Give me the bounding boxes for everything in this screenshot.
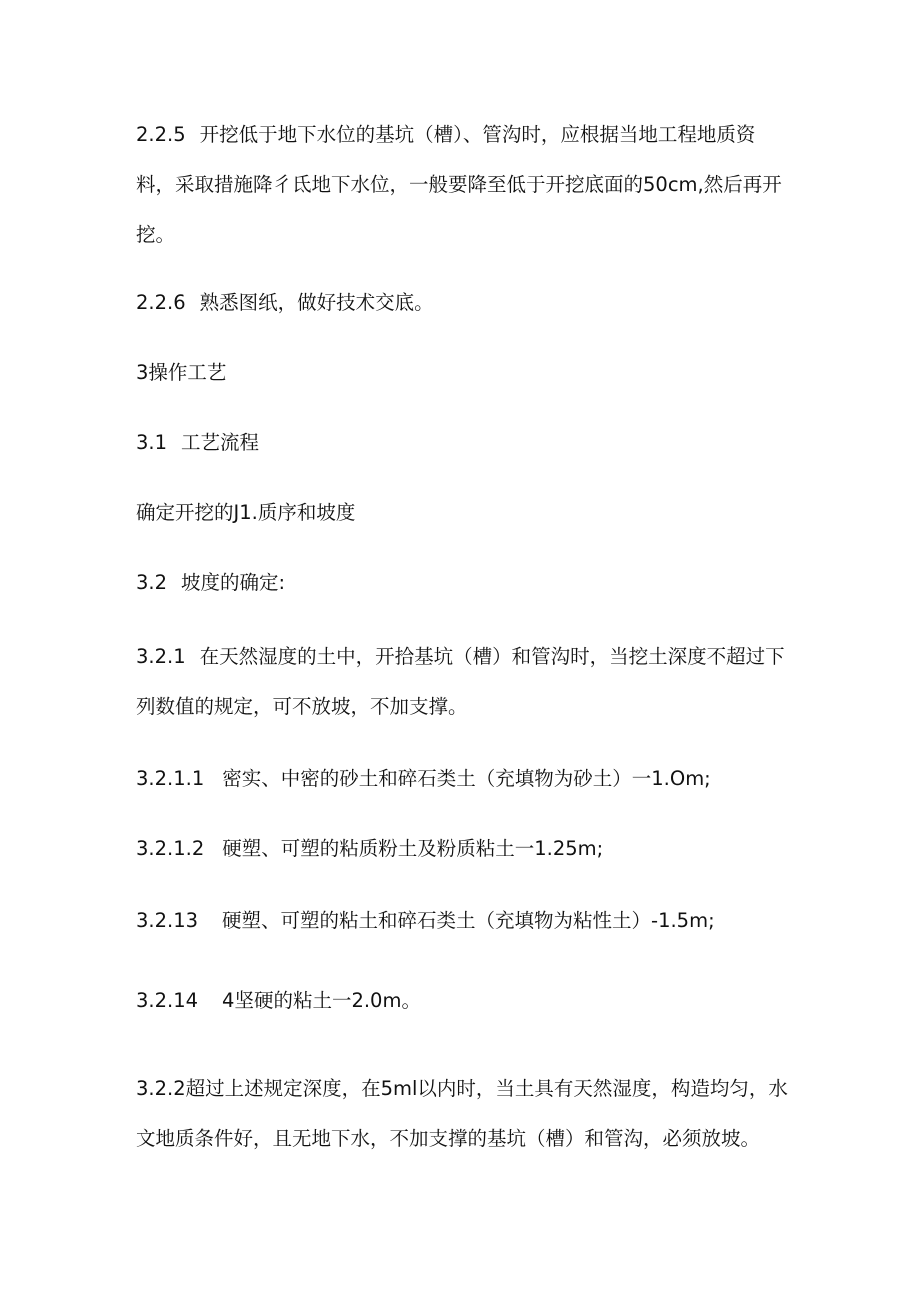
clause-text: 工艺流程 [181, 431, 260, 454]
clause-number: 3.2 [136, 571, 168, 594]
paragraph-3-2 [136, 558, 788, 608]
paragraph-process-flow [136, 488, 788, 538]
clause-number: 3.1 [136, 431, 168, 454]
paragraph-3-2-1 [136, 632, 788, 732]
clause-text: 在天然湿度的土中，开拾基坑（槽）和管沟时，当挖土深度不超过下列数值的规定，可不放坡，不加支撑。 [136, 645, 785, 718]
clause-text: 3.2.2超过上述规定深度，在5ml以内时，当土具有天然湿度，构造均匀，水文地质条件好，且无地下水，不加支撑的基坑（槽）和管沟，必须放坡。 [136, 1077, 788, 1150]
clause-number: 3.2.14 [136, 989, 199, 1012]
clause-number: 3.2.1.1 [136, 767, 205, 790]
paragraph-3-2-1-1 [136, 754, 788, 804]
paragraph-2-2-6 [136, 278, 788, 328]
paragraph-3-2-1-2 [136, 824, 788, 874]
clause-number: 3.2.1.2 [136, 837, 205, 860]
paragraph-3-2-2 [136, 1064, 788, 1164]
clause-text: 密实、中密的砂土和碎石类土（充填物为砂土）一1.Om; [222, 767, 711, 790]
clause-number: 3.2.13 [136, 909, 199, 932]
clause-number: 2.2.6 [136, 291, 186, 314]
clause-number: 3.2.1 [136, 645, 186, 668]
clause-text: 开挖低于地下水位的基坑（槽）、管沟时，应根据当地工程地质资料，采取措施降彳氐地下水位，一般要降至低于开挖底面的50cm,然后再开挖。 [136, 123, 782, 246]
clause-text: 硬塑、可塑的粘土和碎石类土（充填物为粘性土）-1.5m; [222, 909, 715, 932]
section-heading-3 [136, 348, 788, 398]
clause-text: 坡度的确定: [181, 571, 286, 594]
clause-text: 熟悉图纸，做好技术交底。 [199, 291, 434, 314]
clause-text: 确定开挖的J1.质序和坡度 [136, 501, 356, 524]
paragraph-3-1 [136, 418, 788, 468]
section-heading-text: 3操作工艺 [136, 361, 227, 384]
paragraph-2-2-5 [136, 110, 788, 260]
clause-text: 硬塑、可塑的粘质粉土及粉质粘土一1.25m; [222, 837, 604, 860]
clause-number: 2.2.5 [136, 123, 186, 146]
clause-text: 4坚硬的粘土一2.0m。 [222, 989, 421, 1012]
paragraph-3-2-13 [136, 896, 788, 946]
paragraph-3-2-14 [136, 976, 788, 1026]
